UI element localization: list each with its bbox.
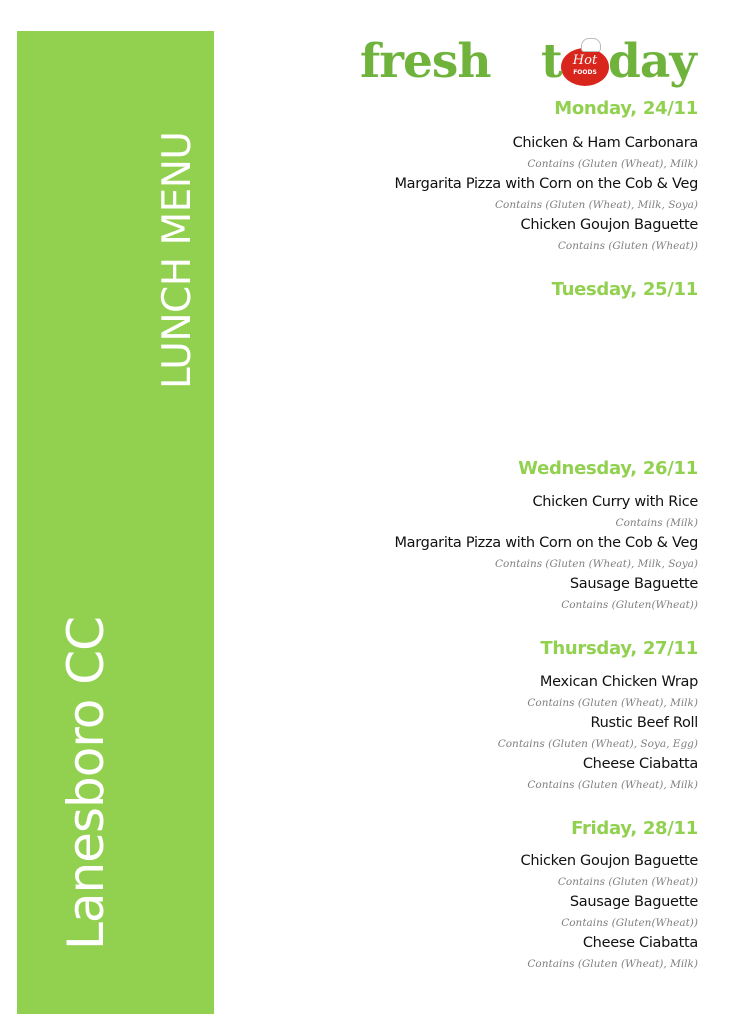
dish-item: Cheese Ciabatta xyxy=(582,756,698,772)
allergen-note: Contains (Gluten (Wheat), Milk) xyxy=(527,697,698,709)
dish-item: Margarita Pizza with Corn on the Cob & Veg xyxy=(394,176,698,192)
dish-item: Chicken Goujon Baguette xyxy=(520,853,698,869)
menu-title: LUNCH MENU xyxy=(155,131,200,389)
allergen-note: Contains (Milk) xyxy=(615,517,698,529)
allergen-note: Contains (Gluten (Wheat), Milk) xyxy=(527,779,698,791)
day-heading-monday: Monday, 24/11 xyxy=(554,98,698,119)
day-heading-friday: Friday, 28/11 xyxy=(571,818,698,839)
logo-word-day: day xyxy=(608,34,696,89)
allergen-note: Contains (Gluten(Wheat)) xyxy=(561,917,698,929)
allergen-note: Contains (Gluten (Wheat)) xyxy=(557,876,698,888)
dish-item: Rustic Beef Roll xyxy=(590,715,698,731)
dish-item: Chicken Curry with Rice xyxy=(532,494,698,510)
logo-word-fresh: fresh xyxy=(360,34,491,89)
logo-letter-t: t xyxy=(541,34,562,89)
dish-item: Chicken & Ham Carbonara xyxy=(512,135,698,151)
dish-item: Chicken Goujon Baguette xyxy=(520,217,698,233)
logo-hot-text: Hot xyxy=(572,53,598,68)
school-name: Lanesboro CC xyxy=(57,616,115,950)
dish-item: Margarita Pizza with Corn on the Cob & Veg xyxy=(394,535,698,551)
menu-content xyxy=(300,0,723,1025)
day-heading-wednesday: Wednesday, 26/11 xyxy=(518,458,698,479)
allergen-note: Contains (Gluten(Wheat)) xyxy=(561,599,698,611)
allergen-note: Contains (Gluten (Wheat)) xyxy=(557,240,698,252)
dish-item: Sausage Baguette xyxy=(569,576,698,592)
allergen-note: Contains (Gluten (Wheat), Milk, Soya) xyxy=(494,199,698,211)
dish-item: Mexican Chicken Wrap xyxy=(539,674,698,690)
logo-foods-text: FOODS xyxy=(573,69,597,76)
allergen-note: Contains (Gluten (Wheat), Milk) xyxy=(527,158,698,170)
allergen-note: Contains (Gluten (Wheat), Soya, Egg) xyxy=(497,738,698,750)
dish-item: Cheese Ciabatta xyxy=(582,935,698,951)
day-heading-tuesday: Tuesday, 25/11 xyxy=(551,279,698,300)
allergen-note: Contains (Gluten (Wheat), Milk, Soya) xyxy=(494,558,698,570)
dish-item: Sausage Baguette xyxy=(569,894,698,910)
allergen-note: Contains (Gluten (Wheat), Milk) xyxy=(527,958,698,970)
day-heading-thursday: Thursday, 27/11 xyxy=(540,638,698,659)
